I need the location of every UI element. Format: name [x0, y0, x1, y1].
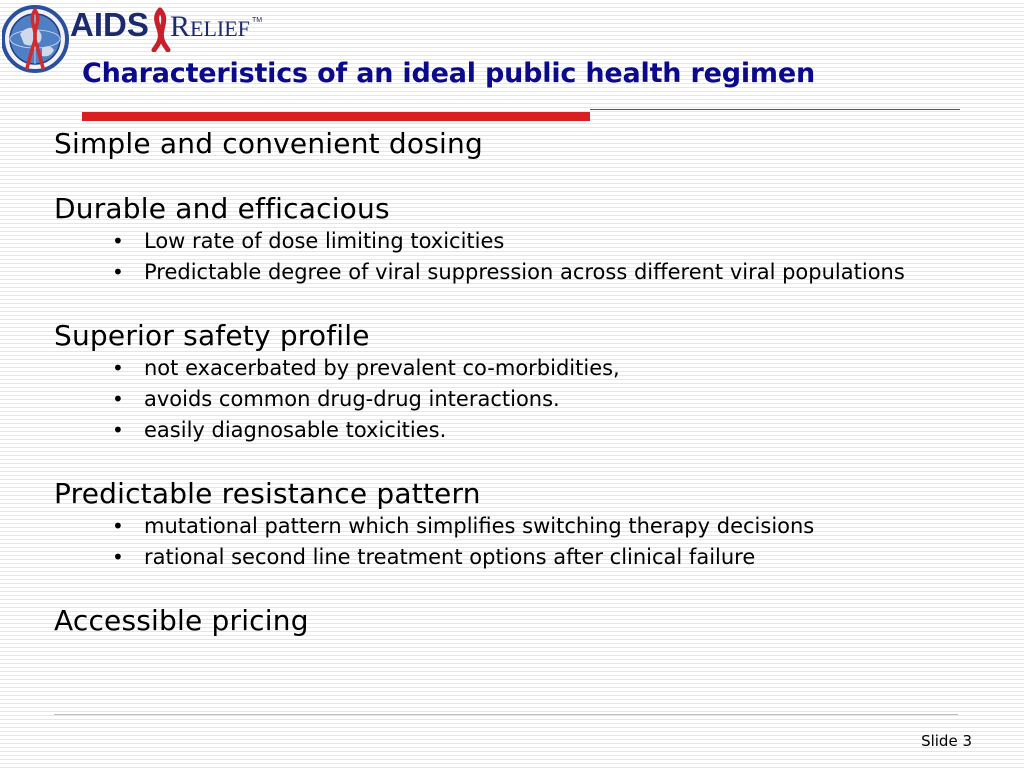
- spacer: [54, 291, 984, 316]
- sub-point-text: easily diagnosable toxicities.: [144, 418, 447, 442]
- spacer: [54, 449, 984, 474]
- sub-point: [54, 514, 964, 539]
- point-heading: Simple and convenient dosing: [54, 127, 483, 160]
- globe-seal-icon: [2, 2, 72, 76]
- title-underline-thin: [590, 109, 960, 110]
- bullet-icon: •: [112, 545, 124, 569]
- svg-text:AIDS: AIDS: [70, 6, 149, 43]
- point-pricing: [54, 601, 984, 641]
- point-heading: Predictable resistance pattern: [54, 477, 481, 510]
- slide-title: Characteristics of an ideal public health regimen: [82, 58, 816, 89]
- sub-point-text: Predictable degree of viral suppression across different viral populations: [144, 260, 905, 284]
- point-simple-dosing: [54, 124, 984, 164]
- sub-point-text: Low rate of dose limiting toxicities: [144, 229, 505, 253]
- sub-point-text: rational second line treatment options after clinical failure: [144, 545, 756, 569]
- point-heading: Durable and efficacious: [54, 192, 390, 225]
- bullet-icon: •: [112, 418, 124, 442]
- sub-point: [54, 545, 964, 570]
- title-underline-thick: [82, 112, 590, 121]
- point-resistance: [54, 474, 984, 570]
- slide-content: [54, 124, 984, 641]
- sub-point: [54, 387, 964, 412]
- bullet-icon: •: [112, 356, 124, 380]
- point-heading: Superior safety profile: [54, 319, 370, 352]
- sub-point-text: not exacerbated by prevalent co-morbidities,: [144, 356, 620, 380]
- sub-point: [54, 356, 964, 381]
- bullet-icon: •: [112, 514, 124, 538]
- sub-point-list: [54, 229, 984, 285]
- bullet-icon: •: [112, 260, 124, 284]
- sub-point-text: mutational pattern which simplifies switching therapy decisions: [144, 514, 815, 538]
- sub-point: [54, 229, 964, 254]
- sub-point-text: avoids common drug-drug interactions.: [144, 387, 560, 411]
- svg-text:R: R: [170, 10, 191, 43]
- footer-divider: [54, 714, 958, 715]
- bullet-icon: •: [112, 387, 124, 411]
- spacer: [54, 164, 984, 189]
- slide-number: Slide 3: [921, 732, 972, 750]
- svg-text:ELIEF: ELIEF: [190, 16, 250, 41]
- bullet-icon: •: [112, 229, 124, 253]
- sub-point-list: [54, 514, 984, 570]
- point-durable: [54, 189, 984, 285]
- point-safety: [54, 316, 984, 443]
- sub-point-list: [54, 356, 984, 443]
- spacer: [54, 576, 984, 601]
- svg-text:TM: TM: [252, 17, 263, 24]
- point-heading: Accessible pricing: [54, 604, 309, 637]
- aidsrelief-wordmark: [70, 4, 270, 52]
- sub-point: [54, 418, 964, 443]
- sub-point: [54, 260, 964, 285]
